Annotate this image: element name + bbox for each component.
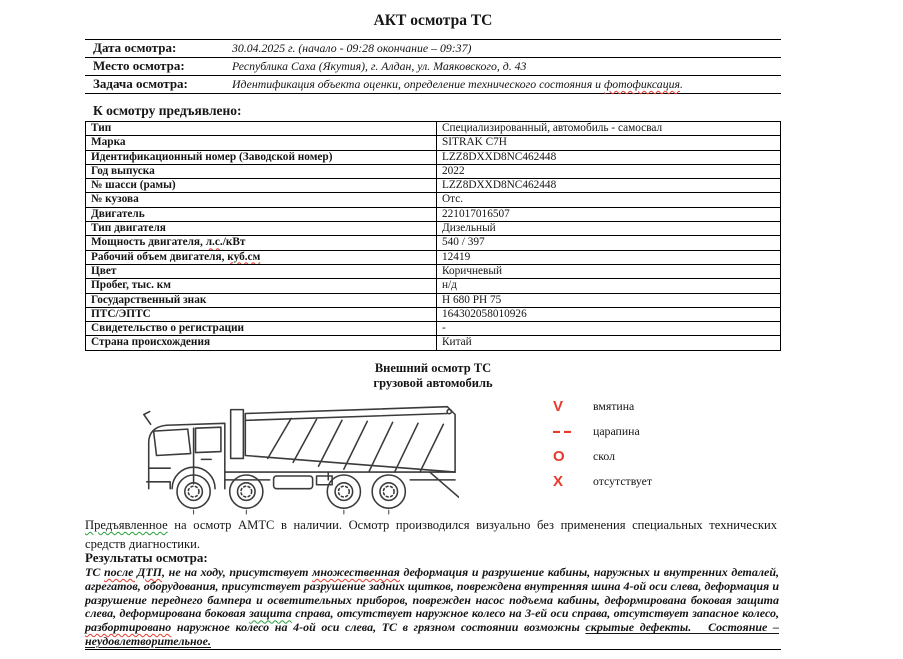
table-row [86,264,781,278]
row-value: Специализированный, автомобиль - самосвал [437,122,781,136]
axle-center-ticks [194,510,389,514]
row-value: Отс. [437,193,781,207]
mirror-arm [144,412,151,425]
legend-label: отсутствует [593,474,653,488]
header-row-task [85,76,781,94]
row-value: 540 / 397 [437,236,781,250]
bed-top-rim [245,414,447,421]
row-value: 164302058010926 [437,307,781,321]
exterior-heading-line2: грузовой автомобиль [373,375,493,390]
row-label: Пробег, тыс. км [86,279,437,293]
row-value: Дизельный [437,222,781,236]
row-label: Год выпуска [86,164,437,178]
table-row [86,222,781,236]
table-row [86,250,781,264]
misspelled-word: Предъявленное [85,518,168,532]
misspelled-word: разбортировано [85,620,172,635]
row-value: Н 680 РН 75 [437,293,781,307]
front-bumper [147,482,170,489]
field-label: Задача осмотра: [93,76,188,91]
row-value: SITRAK C7H [437,136,781,150]
table-row [86,236,781,250]
table-row [86,307,781,321]
misspelled-word: множественная [312,565,400,579]
row-label: Двигатель [86,207,437,221]
field-label: Место осмотра: [93,58,185,73]
table-row [86,322,781,336]
header-fields [85,39,781,94]
vehicle-spec-table [85,121,781,351]
row-label: № кузова [86,193,437,207]
header-row-date [85,40,781,58]
row-value: LZZ8DXXD8NC462448 [437,179,781,193]
row-label: Тип двигателя [86,222,437,236]
results-heading: Результаты осмотра: [85,550,208,565]
table-row [86,336,781,350]
table-row [86,193,781,207]
row-label: Страна происхождения [86,336,437,350]
row-value: 12419 [437,250,781,264]
table-row [86,136,781,150]
results-text: справа, отсутствует наружное колесо на 3-ей оси справа, отсутствует запасное колесо, [291,606,779,621]
results-paragraph [85,566,779,649]
results-text: наружное колесо на 4-ой оси слева, ТС в грязном состоянии возможны [171,620,586,635]
bed-front-board [231,410,244,459]
misspelled-word: л.с. [205,236,223,249]
row-label: Тип [86,122,437,136]
tailgate-hinge [447,409,451,413]
exterior-heading [85,361,781,390]
legend-item-chip [553,444,652,469]
scratch-symbol-icon: ▬ ▬ [553,428,572,435]
table-row [86,150,781,164]
dent-symbol-icon: V [553,398,564,415]
chip-symbol-icon: O [553,448,565,465]
misspelled-word: куб.см [227,250,261,263]
row-label: Государственный знак [86,293,437,307]
label-text: Рабочий объем двигателя, [91,250,228,263]
field-label: Дата осмотра: [93,40,177,55]
row-value: LZZ8DXXD8NC462448 [437,150,781,164]
task-text-end: . [679,77,683,91]
legend-item-missing [553,469,652,494]
rear-support-strut [430,472,459,497]
wheel-axle-3 [327,475,360,508]
legend-label: скол [593,449,615,463]
damage-legend [553,394,652,494]
exterior-heading-line1: Внешний осмотр ТС [374,361,492,375]
section-heading-presented: К осмотру предъявлено: [93,103,242,118]
missing-symbol-icon: X [553,473,564,490]
misspelled-word: после ДТП [104,565,163,579]
row-label: Марка [86,136,437,150]
row-label: Свидетельство о регистрации [86,322,437,336]
legend-item-scratch [553,419,652,444]
dump-truck-drawing [137,394,459,516]
misspelled-word: защита [249,606,292,621]
condition-conclusion: скрытые дефекты. Состояние – неудовлетворительное. [85,620,779,648]
field-value: 30.04.2025 г. (начало - 09:28 окончание – 09:37) [232,41,472,55]
page-title: АКТ осмотра ТС [373,12,493,29]
task-text: Идентификация объекта оценки, определение технического состояния и [232,77,604,91]
row-label: ПТС/ЭПТС [86,307,437,321]
row-label: № шасси (рамы) [86,179,437,193]
results-text: ТС [85,565,104,579]
table-row [86,207,781,221]
row-label: Идентификационный номер (Заводской номер) [86,150,437,164]
row-value: Коричневый [437,264,781,278]
label-text: Мощность двигателя, [91,236,206,249]
row-value: н/д [437,279,781,293]
field-value [232,76,683,92]
presence-note [85,516,777,554]
table-row [86,164,781,178]
row-value: 221017016507 [437,207,781,221]
results-text: , не на ходу, присутствует [162,565,313,579]
row-label [86,236,437,250]
legend-label: царапина [593,424,640,438]
label-text-end: /кВт [222,236,246,249]
results-text: деформация и разрушение кабины, наружных и внутренних деталей, агрегатов, оборудования, присутствует разрушение задних щитков, повреждена внутренняя шина 4-ой оси слева, деформация и разрушение переднего бампера и осветительных приборов, поврежден насос подъема кабины, деформирована боковая защита слева, деформирована боковая [85,565,780,621]
row-label [86,250,437,264]
bottom-divider [85,649,781,650]
header-row-place [85,58,781,76]
legend-item-dent [553,394,652,419]
row-value: - [437,322,781,336]
row-value: 2022 [437,164,781,178]
table-row [86,293,781,307]
wheel-axle-4 [372,475,405,508]
row-value: Китай [437,336,781,350]
field-value: Республика Саха (Якутия), г. Алдан, ул. Маяковского, д. 43 [232,59,527,73]
windshield [154,429,191,455]
presence-text: на осмотр АМТС в наличии. Осмотр производился визуально без применения специальных технических средств диагностики. [85,518,777,551]
fuel-tank [274,476,313,489]
row-label: Цвет [86,264,437,278]
exterior-figure [85,392,781,516]
misspelled-word: фотофиксация [603,77,680,91]
side-window [196,427,221,452]
legend-label: вмятина [593,399,635,413]
table-row [86,279,781,293]
table-row [86,122,781,136]
table-row [86,179,781,193]
